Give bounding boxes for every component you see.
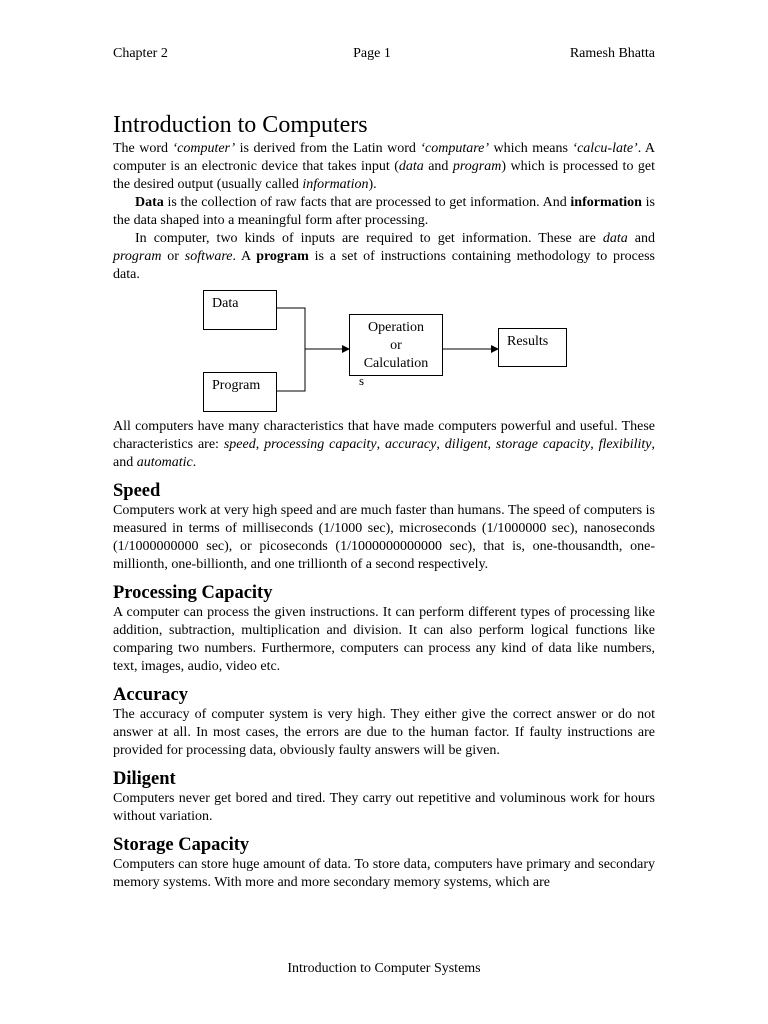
text-run: and (627, 231, 655, 246)
section-body: Computers work at very high speed and are much faster than humans. The speed of computers is measured in terms of milliseconds (1/1000 sec), microseconds (1/1000000 sec), nanoseconds (1/1000000000 sec), or picoseconds (1/1000000000000 sec), that is, one-thousandth, one-millionth, one-billionth, and one trillionth of a second respectively. (113, 503, 655, 572)
text-run: All computers have many characteristics that have made computers powerful and useful. These characteristics are: (113, 419, 655, 452)
data-box: Data (203, 290, 277, 330)
section-diligent (113, 768, 655, 826)
emphasis-text: ‘computare’ (420, 141, 490, 156)
section-body: Computers never get bored and tired. They carry out repetitive and voluminous work for hours without variation. (113, 791, 655, 824)
data-connector-line (277, 308, 305, 391)
section-speed (113, 480, 655, 574)
text-run: , (487, 437, 496, 452)
section-processing-capacity (113, 582, 655, 676)
author-name: Ramesh Bhatta (569, 46, 655, 61)
emphasis-text: speed (223, 437, 256, 452)
emphasis-text: ‘computer’ (172, 141, 236, 156)
intro-paragraph-1 (113, 140, 655, 194)
emphasis-text: accuracy (385, 437, 437, 452)
text-run: and (423, 159, 453, 174)
text-run: or (161, 249, 185, 264)
section-body: The accuracy of computer system is very high. They either give the correct answer or do not answer at all. In most cases, the errors are due to the human factor. If faulty instructions are provided for processing data, obviously faulty answers will be given. (113, 707, 655, 758)
emphasis-text: ‘calcu-late’ (572, 141, 638, 156)
page-body (113, 110, 655, 892)
emphasis-text: storage capacity (495, 437, 591, 452)
emphasis-text: information (302, 177, 369, 192)
characteristics-paragraph (113, 418, 655, 472)
section-storage-capacity (113, 834, 655, 892)
text-run: . A (232, 249, 257, 264)
text-run: is the collection of raw facts that are processed to get information. And (163, 195, 571, 210)
results-box: Results (498, 328, 567, 367)
bold-term: program (256, 249, 309, 264)
text-run: ) which is processed to get the desired output (usually called (113, 159, 655, 192)
page-footer: Introduction to Computer Systems (287, 961, 481, 976)
emphasis-text: diligent (444, 437, 488, 452)
bold-term: Data (135, 195, 164, 210)
page-number: Page 1 (353, 46, 391, 61)
intro-paragraph-2 (113, 194, 655, 230)
text-run: , (590, 437, 599, 452)
page-title: Introduction to Computers (113, 112, 368, 138)
section-accuracy (113, 684, 655, 760)
operation-box (349, 314, 443, 376)
operation-line-3: Calculation (363, 356, 429, 371)
page-header (113, 46, 655, 64)
section-heading: Accuracy (113, 685, 188, 705)
section-body: A computer can process the given instructions. It can perform different types of processing like addition, subtraction, multiplication and division. It can also perform logical functions like comparing two numbers. Furthermore, computers can process any kind of data like numbers, text, images, audio, video etc. (113, 605, 655, 674)
text-run: The word (113, 141, 173, 156)
text-run: is a set of instructions containing methodology to process data. (113, 249, 656, 282)
intro-paragraph-3 (113, 230, 655, 284)
emphasis-text: data (602, 231, 628, 246)
text-run: In computer, two kinds of inputs are required to get information. These are (135, 231, 603, 246)
program-box: Program (203, 372, 277, 412)
emphasis-text: automatic (136, 455, 193, 470)
section-body: Computers can store huge amount of data. To store data, computers have primary and secondary memory systems. With more and more secondary memory systems, which are (113, 857, 655, 890)
section-heading: Storage Capacity (113, 835, 250, 855)
text-run: , (376, 437, 386, 452)
emphasis-text: software (184, 249, 233, 264)
section-heading: Diligent (113, 769, 176, 789)
operation-line-1: Operation (368, 320, 424, 335)
text-run: ). (368, 177, 377, 192)
section-heading: Processing Capacity (113, 583, 273, 603)
emphasis-text: flexibility (598, 437, 652, 452)
operation-line-2: or (390, 338, 402, 353)
bold-term: information (570, 195, 642, 210)
text-run: . A computer is an electronic device that takes input ( (113, 141, 656, 174)
emphasis-text: processing capacity (264, 437, 377, 452)
text-run: is the data shaped into a meaningful form after processing. (113, 195, 655, 228)
text-run: which means (489, 141, 573, 156)
chapter-label: Chapter 2 (113, 46, 168, 61)
text-run: , and (113, 437, 656, 470)
emphasis-text: program (113, 249, 162, 264)
emphasis-text: program (452, 159, 502, 174)
input-process-output-diagram (113, 288, 655, 418)
section-heading: Speed (113, 481, 161, 501)
operation-overflow-text: s (359, 373, 365, 388)
text-run: . (192, 455, 197, 470)
emphasis-text: data (398, 159, 424, 174)
text-run: , (436, 437, 445, 452)
text-run: , (255, 437, 265, 452)
text-run: is derived from the Latin word (235, 141, 421, 156)
